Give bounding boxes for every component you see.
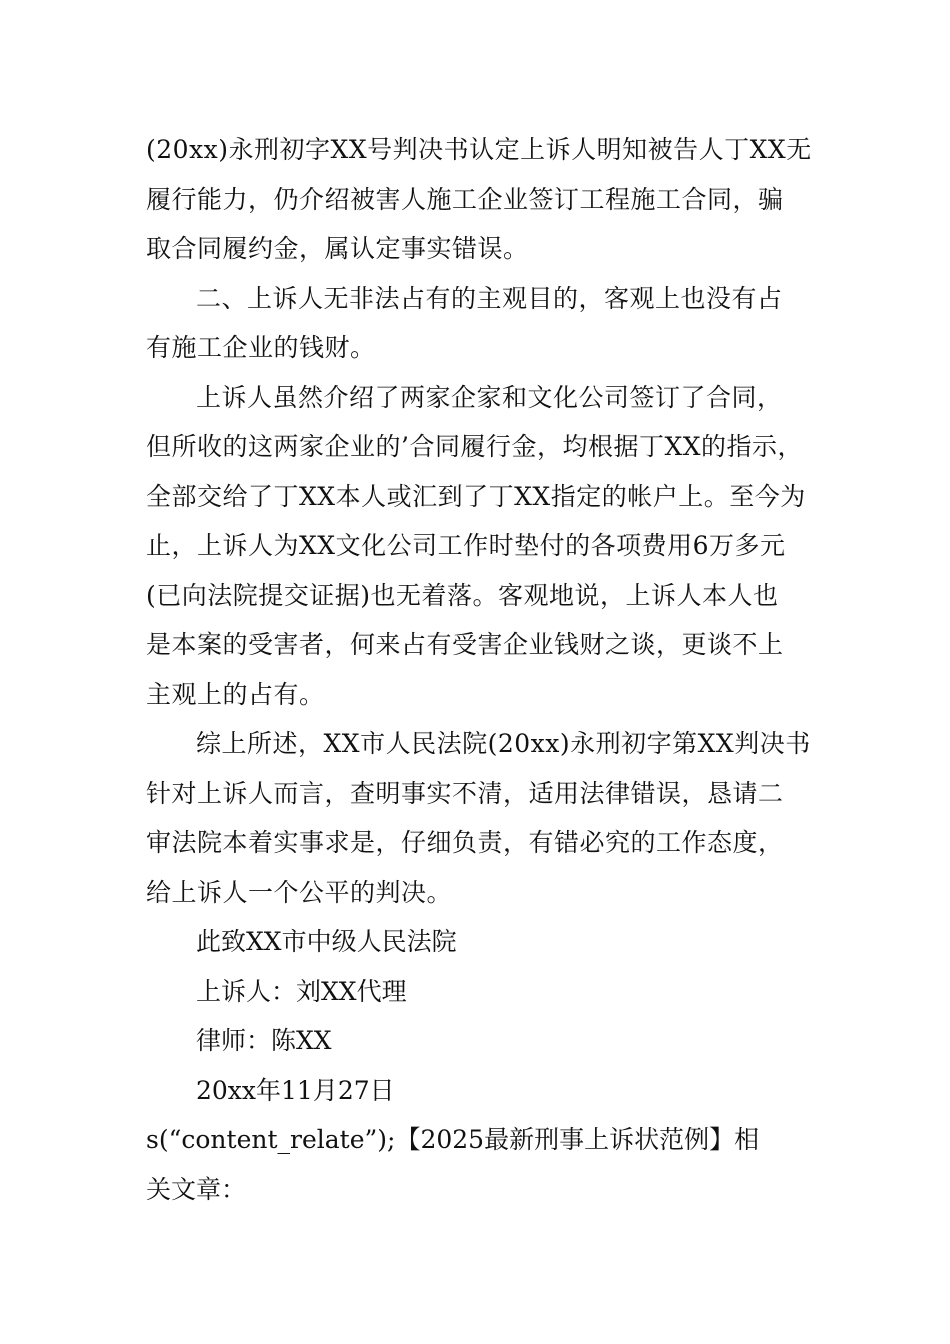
text-line: (已向法院提交证据)也无着落。客观地说，上诉人本人也 <box>146 580 779 610</box>
text-line: 针对上诉人而言，查明事实不清，适用法律错误，恳请二 <box>146 778 784 808</box>
text-line: 上诉人虽然介绍了两家企家和文化公司签订了合同， <box>196 382 783 412</box>
closing-date: 20xx年11月27日 <box>196 1075 395 1105</box>
text-line: 有施工企业的钱财。 <box>146 333 376 362</box>
text-line: 止，上诉人为XX文化公司工作时垫付的各项费用6万多元 <box>146 531 786 560</box>
paragraph-conclusion <box>146 719 826 917</box>
text-line: 主观上的占有。 <box>146 679 325 709</box>
paragraph-facts <box>146 373 826 720</box>
text-line: 是本案的受害者，何来占有受害企业钱财之谈，更谈不上 <box>146 630 784 659</box>
text-line: 取合同履约金，属认定事实错误。 <box>146 234 529 263</box>
paragraph-point-two <box>146 274 826 373</box>
related-articles-line: 关文章： <box>146 1174 247 1204</box>
related-articles <box>146 1115 826 1214</box>
closing-lawyer: 律师：陈XX <box>196 1026 332 1055</box>
text-line: 全部交给了丁XX本人或汇到了丁XX指定的帐户上。至今为 <box>146 481 806 511</box>
text-line: 但所收的这两家企业的’合同履行金，均根据丁XX的指示， <box>146 432 804 461</box>
closing-appellant: 上诉人：刘XX代理 <box>196 976 407 1006</box>
text-line: (20xx)永刑初字XX号判决书认定上诉人明知被告人丁XX无 <box>146 135 812 164</box>
document-page <box>146 125 826 1214</box>
related-articles-line: s(“content_relate”);【2025最新刑事上诉状范例】相 <box>146 1125 760 1154</box>
text-line: 审法院本着实事求是，仔细负责，有错必究的工作态度， <box>146 828 784 857</box>
closing-addressee: 此致XX市中级人民法院 <box>196 927 457 956</box>
text-line: 给上诉人一个公平的判决。 <box>146 877 453 907</box>
text-line: 综上所述，XX市人民法院(20xx)永刑初字第XX判决书 <box>196 729 811 758</box>
text-line: 二、上诉人无非法占有的主观目的，客观上也没有占 <box>196 283 783 313</box>
text-line: 履行能力，仍介绍被害人施工企业签订工程施工合同，骗 <box>146 184 784 214</box>
paragraph-judgment-error <box>146 125 826 274</box>
